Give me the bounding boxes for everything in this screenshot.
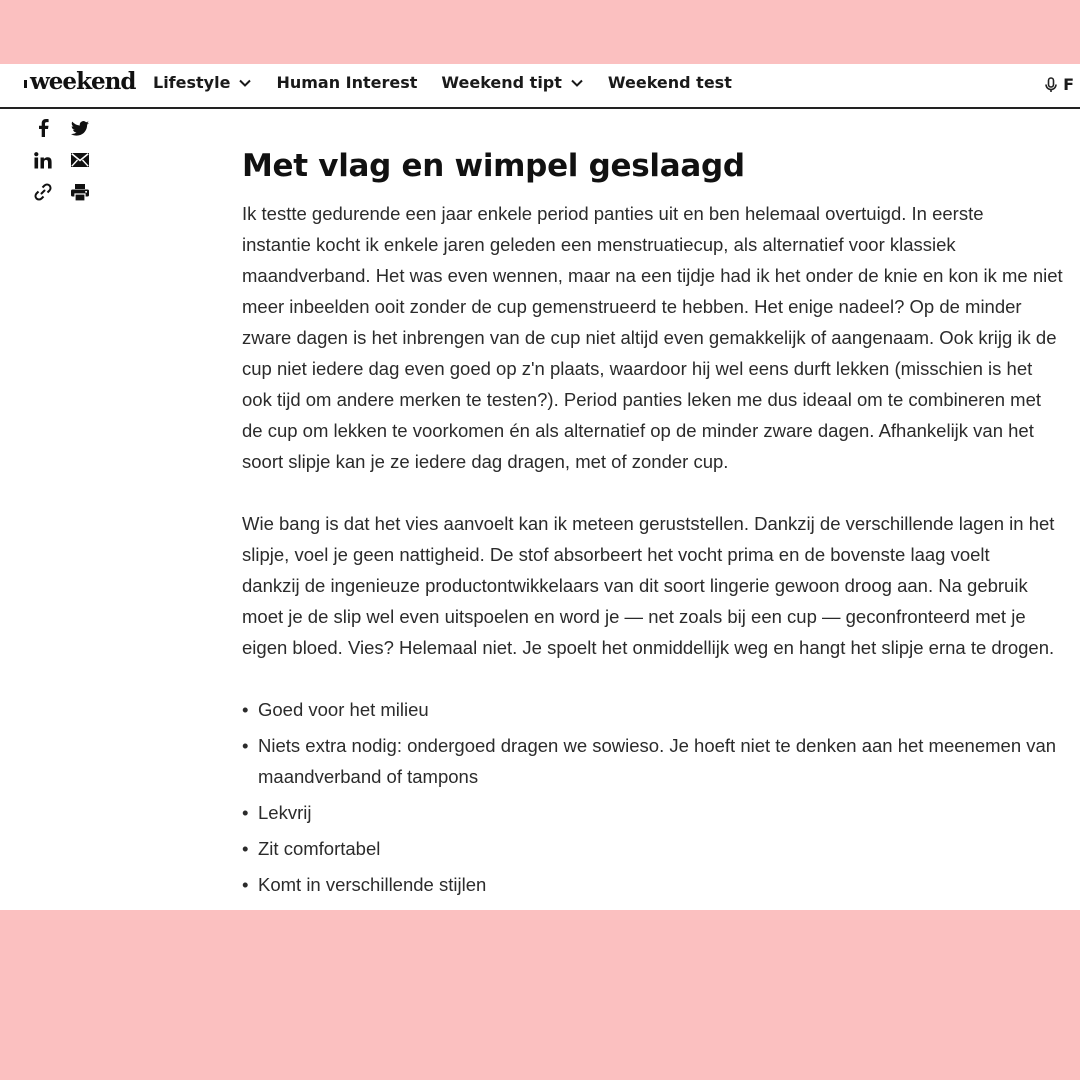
list-item-text: • Goed voor het milieu <box>258 699 429 720</box>
listen-button[interactable] <box>1044 75 1074 94</box>
top-navigation <box>0 64 1080 109</box>
list-item-text: • Komt in verschillende stijlen <box>258 874 487 895</box>
paragraph-line: Wie bang is dat het vies aanvoelt kan ik meteen geruststellen. Dankzij de verschillende lagen in het <box>242 513 1055 534</box>
logo-mark <box>24 80 27 88</box>
facebook-icon[interactable] <box>32 118 54 138</box>
paragraph-line: de cup om lekken te voorkomen én als alternatief op de minder zware dagen. Afhankelijk van het <box>242 420 1034 441</box>
list-item-text: maandverband of tampons <box>258 766 479 787</box>
paragraph-line: maandverband. Het was even wennen, maar na een tijdje had ik het onder de knie en kon ik me niet <box>242 265 1063 286</box>
list-item-text: • Lekvrij <box>258 802 312 823</box>
browser-page <box>0 64 1080 910</box>
nav-item-label: Human Interest <box>276 73 418 92</box>
list-item-text: • Zit comfortabel <box>258 838 381 859</box>
nav-item-label: Weekend test <box>607 73 732 92</box>
paragraph-line: ook tijd om andere merken te testen?). Period panties leken me dus ideaal om te combineren met <box>242 389 1042 410</box>
paragraph-line: dankzij de ingenieuze productontwikkelaars van dit soort lingerie gewoon droog aan. Na gebruik <box>242 575 1028 596</box>
list-item <box>242 869 1080 900</box>
paragraph-line: moet je de slip wel even uitspoelen en word je — net zoals bij een cup — geconfronteerd met je <box>242 606 1026 627</box>
nav-item-human-interest[interactable] <box>276 73 417 92</box>
paragraph-line: eigen bloed. Vies? Helemaal niet. Je spoelt het onmiddellijk weg en hangt het slipje erna te drogen. <box>242 637 1055 658</box>
share-bar <box>32 118 91 202</box>
listen-label: F <box>1063 75 1074 94</box>
chevron-down-icon <box>570 76 584 90</box>
paragraph-line: cup niet iedere dag even goed op z'n plaats, waardoor hij wel eens durft lekken (misschien is het <box>242 358 1033 379</box>
list-item <box>242 833 1080 864</box>
microphone-icon <box>1044 77 1058 93</box>
pros-list <box>242 694 1080 900</box>
article-headline: Met vlag en wimpel geslaagd <box>242 148 745 184</box>
nav-item-label: Lifestyle <box>153 73 231 92</box>
paragraph-line: Ik testte gedurende een jaar enkele period panties uit en ben helemaal overtuigd. In eerste <box>242 203 984 224</box>
email-icon[interactable] <box>69 150 91 170</box>
twitter-icon[interactable] <box>69 118 91 138</box>
nav-item-label: Weekend tipt <box>441 73 562 92</box>
paragraph-2 <box>242 508 1080 663</box>
chevron-down-icon <box>238 76 252 90</box>
paragraph-1 <box>242 198 1080 477</box>
article-body <box>242 146 1080 905</box>
nav-item-lifestyle[interactable] <box>153 73 252 92</box>
site-logo[interactable]: weekend <box>30 68 136 95</box>
list-item <box>242 730 1080 792</box>
link-icon[interactable] <box>32 182 54 202</box>
list-item-text: • Niets extra nodig: ondergoed dragen we sowieso. Je hoeft niet te denken aan het meenemen van <box>258 735 1057 756</box>
nav-item-weekend-test[interactable] <box>608 73 732 92</box>
paragraph-line: meer inbeelden ooit zonder de cup gemenstrueerd te hebben. Het enige nadeel? Op de minder <box>242 296 1022 317</box>
list-item <box>242 797 1080 828</box>
print-icon[interactable] <box>69 182 91 202</box>
linkedin-icon[interactable] <box>32 150 54 170</box>
paragraph-line: slipje, voel je geen nattigheid. De stof absorbeert het vocht prima en de bovenste laag voelt <box>242 544 990 565</box>
nav-menu <box>153 73 756 92</box>
paragraph-line: zware dagen is het inbrengen van de cup niet altijd even gemakkelijk of aangenaam. Ook krijg ik de <box>242 327 1057 348</box>
list-item <box>242 694 1080 725</box>
paragraph-line: soort slipje kan je ze iedere dag dragen, met of zonder cup. <box>242 451 729 472</box>
nav-item-weekend-tipt[interactable] <box>441 73 584 92</box>
paragraph-line: instantie kocht ik enkele jaren geleden een menstruatiecup, als alternatief voor klassiek <box>242 234 956 255</box>
